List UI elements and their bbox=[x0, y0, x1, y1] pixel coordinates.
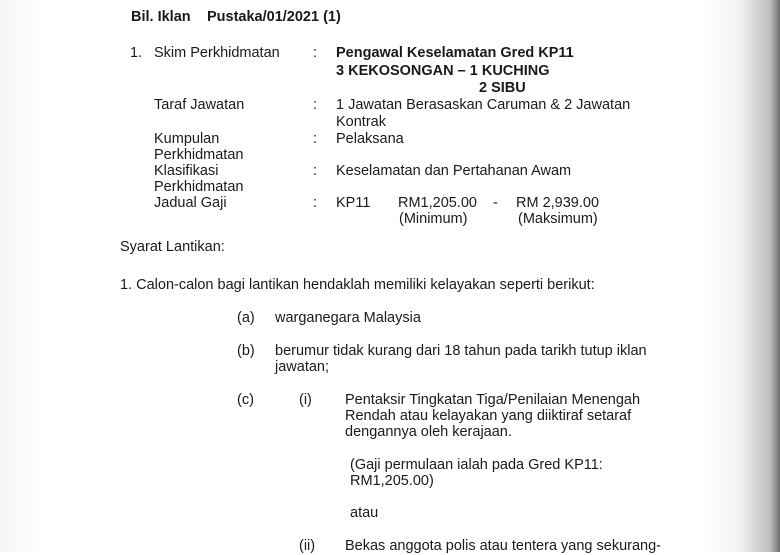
klasifikasi-colon: : bbox=[313, 163, 318, 179]
skim-value-title: Pengawal Keselamatan Gred KP11 bbox=[336, 45, 574, 61]
taraf-value-line1: 1 Jawatan Berasaskan Caruman & 2 Jawatan bbox=[336, 97, 631, 113]
starting-salary-line1: (Gaji permulaan ialah pada Gred KP11: bbox=[350, 457, 603, 473]
klasifikasi-value: Keselamatan dan Pertahanan Awam bbox=[336, 163, 572, 179]
item-number: 1. bbox=[130, 45, 143, 61]
condition-c-i-line2: Rendah atau kelayakan yang diiktiraf setaraf bbox=[345, 408, 632, 424]
kumpulan-label-line2: Perkhidmatan bbox=[154, 147, 244, 163]
condition-a-label: (a) bbox=[237, 310, 255, 326]
kumpulan-label-line1: Kumpulan bbox=[154, 131, 220, 147]
condition-b-line2: jawatan; bbox=[275, 359, 330, 375]
gaji-dash: - bbox=[493, 195, 498, 211]
condition-b-label: (b) bbox=[237, 343, 255, 359]
taraf-colon: : bbox=[313, 97, 318, 113]
condition-a-text: warganegara Malaysia bbox=[275, 310, 421, 326]
gaji-colon: : bbox=[313, 195, 318, 211]
skim-value-sibu: 2 SIBU bbox=[479, 80, 526, 96]
condition-c-label: (c) bbox=[237, 392, 254, 408]
syarat-heading: Syarat Lantikan: bbox=[120, 239, 225, 255]
condition-b-line1: berumur tidak kurang dari 18 tahun pada tarikh tutup iklan bbox=[275, 343, 647, 359]
condition-c-i-line1: Pentaksir Tingkatan Tiga/Penilaian Menengah bbox=[345, 392, 641, 408]
gaji-min: RM1,205.00 bbox=[398, 195, 477, 211]
kumpulan-value: Pelaksana bbox=[336, 131, 404, 147]
gaji-min-note: (Minimum) bbox=[399, 211, 468, 227]
starting-salary-line2: RM1,205.00) bbox=[350, 473, 434, 489]
gaji-grade: KP11 bbox=[336, 195, 371, 211]
syarat-intro: 1. Calon-calon bagi lantikan hendaklah memiliki kelayakan seperti berikut: bbox=[120, 277, 595, 293]
taraf-label: Taraf Jawatan bbox=[154, 97, 245, 113]
taraf-value-line2: Kontrak bbox=[336, 114, 386, 130]
gaji-max: RM 2,939.00 bbox=[516, 195, 600, 211]
condition-c-i-line3: dengannya oleh kerajaan. bbox=[345, 424, 512, 440]
skim-colon: : bbox=[313, 45, 318, 61]
kumpulan-colon: : bbox=[313, 131, 318, 147]
gaji-label: Jadual Gaji bbox=[154, 195, 227, 211]
condition-c-ii-label: (ii) bbox=[299, 538, 316, 554]
gaji-max-note: (Maksimum) bbox=[518, 211, 598, 227]
condition-c-ii-line1: Bekas anggota polis atau tentera yang sekurang- bbox=[345, 538, 661, 554]
condition-c-i-label: (i) bbox=[299, 392, 312, 408]
ad-number-label: Bil. Iklan bbox=[131, 9, 191, 25]
klasifikasi-label-line2: Perkhidmatan bbox=[154, 179, 244, 195]
skim-value-vacancies: 3 KEKOSONGAN – 1 KUCHING bbox=[336, 63, 550, 79]
klasifikasi-label-line1: Klasifikasi bbox=[154, 163, 219, 179]
ad-reference: Pustaka/01/2021 (1) bbox=[207, 9, 341, 25]
or-text: atau bbox=[350, 505, 379, 521]
skim-label: Skim Perkhidmatan bbox=[154, 45, 280, 61]
